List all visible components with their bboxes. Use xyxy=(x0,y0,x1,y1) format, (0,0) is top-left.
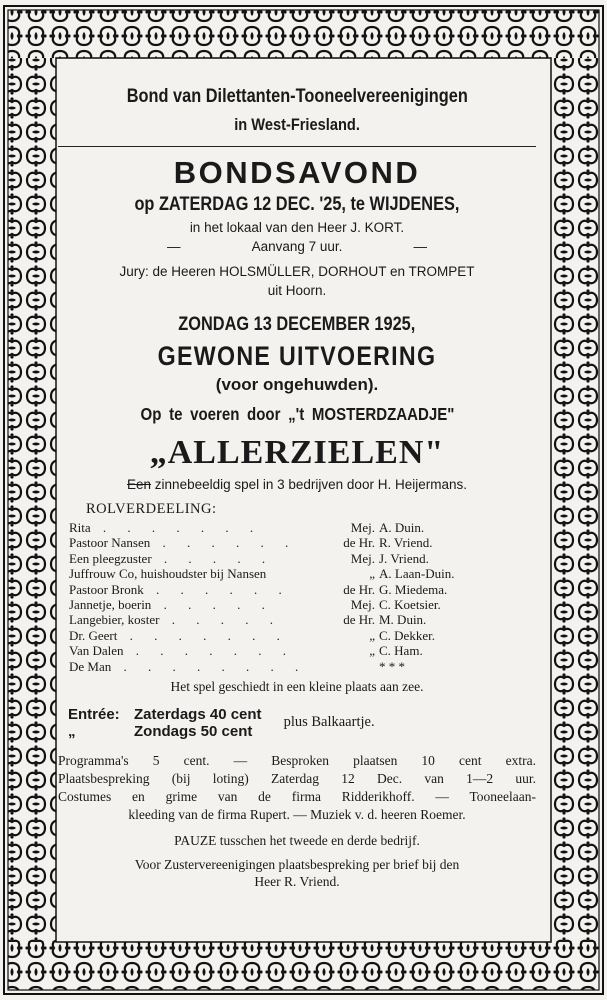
actor-name: C. Ham. xyxy=(379,643,423,659)
role-name: Een pleegzuster xyxy=(69,550,152,566)
actor-title: Mej. xyxy=(350,520,375,535)
cast-row xyxy=(69,520,525,535)
dash-right: — xyxy=(413,239,427,254)
actor-title: de Hr. xyxy=(343,581,375,597)
start-time: Aanvang 7 uur. xyxy=(251,239,343,254)
balcony-note: plus Balkaartje. xyxy=(283,714,375,731)
role-name: Rita xyxy=(69,520,91,535)
role-name: Juffrouw Co, huishoudster bij Nansen xyxy=(69,566,267,582)
intermission-note: PAUZE tusschen het tweede en derde bedrijf. xyxy=(174,832,420,848)
cast-row xyxy=(69,643,525,658)
cast-row xyxy=(69,628,525,643)
role-name: Pastoor Bronk xyxy=(69,581,144,597)
cast-row xyxy=(69,535,525,550)
entrance-prices xyxy=(68,706,536,740)
price-block xyxy=(68,706,262,740)
saturday-price: Zaterdags 40 cent xyxy=(134,705,262,723)
cast-heading: ROLVERDEELING: xyxy=(86,501,217,517)
jury-line xyxy=(58,262,536,300)
role-name: Jannetje, boerin xyxy=(69,596,152,612)
sunday-price: Zondags 50 cent xyxy=(134,722,253,740)
leader-dots: . . . . . . . xyxy=(90,520,263,535)
jury-names: Jury: de Heeren HOLSMÜLLER, DORHOUT en TROMPET xyxy=(119,264,475,279)
jury-origin: uit Hoorn. xyxy=(267,283,327,298)
actor-name: A. Duin. xyxy=(379,520,425,535)
subtitle-struck-word: Een xyxy=(127,477,152,492)
uitvoering-audience: (voor ongehuwden). xyxy=(215,375,379,394)
actor-name: R. Vriend. xyxy=(379,535,433,551)
cast-row xyxy=(69,612,525,627)
leader-dots: . . . . . xyxy=(151,550,275,566)
cast-row xyxy=(69,551,525,566)
organisation-region: in West-Friesland. xyxy=(234,115,360,134)
header-divider xyxy=(58,146,536,147)
actor-title: „ xyxy=(369,566,375,582)
bondsavond-location: in het lokaal van den Heer J. KORT. xyxy=(189,220,405,235)
actor-name: * * * xyxy=(379,658,405,674)
role-name: Dr. Geert xyxy=(69,627,118,643)
start-time-row xyxy=(167,237,427,256)
actor-title: Mej. xyxy=(350,596,375,612)
leader-dots: . . . . . . xyxy=(143,581,291,597)
play-title: „ALLERZIELEN" xyxy=(149,434,445,471)
cast-row xyxy=(69,582,525,597)
play-subtitle xyxy=(58,475,536,494)
leader-dots: . . . . . . xyxy=(150,535,298,551)
actor-name: C. Dekker. xyxy=(379,627,435,643)
dash-left: — xyxy=(167,239,181,254)
bondsavond-title: BONDSAVOND xyxy=(173,155,421,190)
organisation-name: Bond van Dilettanten-Tooneelvereenigingen xyxy=(126,86,468,107)
role-name: De Man xyxy=(69,658,112,674)
actor-title: „ xyxy=(369,627,375,643)
sister-societies-note xyxy=(58,856,536,890)
actor-name: J. Vriend. xyxy=(379,550,429,566)
info-line: Costumes en grime van de firma Ridderikhoff. — Tooneelaan- xyxy=(58,788,536,804)
subtitle-text: zinnebeeldig spel in 3 bedrijven door H. Heijermans. xyxy=(151,477,467,492)
cast-row xyxy=(69,566,525,581)
uitvoering-title: GEWONE UITVOERING xyxy=(157,341,437,371)
ditto-mark: „ xyxy=(68,722,76,740)
actor-title: de Hr. xyxy=(343,535,375,551)
info-line: Programma's 5 cent. — Besproken plaatsen 10 cent extra. xyxy=(58,752,536,768)
actor-name: M. Duin. xyxy=(379,612,427,628)
actor-name: G. Miedema. xyxy=(379,581,448,597)
cast-list xyxy=(69,520,525,674)
info-line: Plaatsbespreking (bij loting) Zaterdag 12 Dec. van 1—2 uur. xyxy=(58,770,536,786)
role-name: Van Dalen xyxy=(69,643,124,659)
entrance-label: Entrée: xyxy=(68,705,120,723)
sister-line: Voor Zustervereenigingen plaatsbespreking per brief bij den xyxy=(134,856,460,872)
leader-dots: . . . . . xyxy=(151,596,274,612)
actor-title xyxy=(331,659,379,674)
leader-dots: . . . . . . . xyxy=(117,627,289,643)
practical-info xyxy=(58,752,536,824)
sister-line: Heer R. Vriend. xyxy=(254,873,340,889)
performer-line: Op te voeren door „'t MOSTERDZAADJE" xyxy=(140,404,454,424)
uitvoering-date: ZONDAG 13 DECEMBER 1925, xyxy=(178,314,416,335)
cast-row xyxy=(69,659,525,674)
actor-title: „ xyxy=(369,643,375,659)
cast-row xyxy=(69,597,525,612)
play-setting: Het spel geschiedt in een kleine plaats aan zee. xyxy=(170,678,424,694)
actor-title: Mej. xyxy=(350,550,375,566)
role-name: Langebier, koster xyxy=(69,612,160,628)
poster-content xyxy=(58,68,536,938)
bondsavond-date: op ZATERDAG 12 DEC. '25, te WIJDENES, xyxy=(134,194,460,215)
leader-dots: . . . . . . . . xyxy=(111,658,308,674)
role-name: Pastoor Nansen xyxy=(69,535,151,551)
leader-dots: . . . . . xyxy=(159,612,282,628)
leader-dots: . . . . . . . xyxy=(123,643,296,659)
info-line: kleeding van de firma Rupert. — Muziek v. d. heeren Roemer. xyxy=(128,806,466,822)
actor-name: A. Laan-Duin. xyxy=(379,566,455,582)
actor-name: C. Koetsier. xyxy=(379,596,441,612)
actor-title: de Hr. xyxy=(343,612,375,628)
